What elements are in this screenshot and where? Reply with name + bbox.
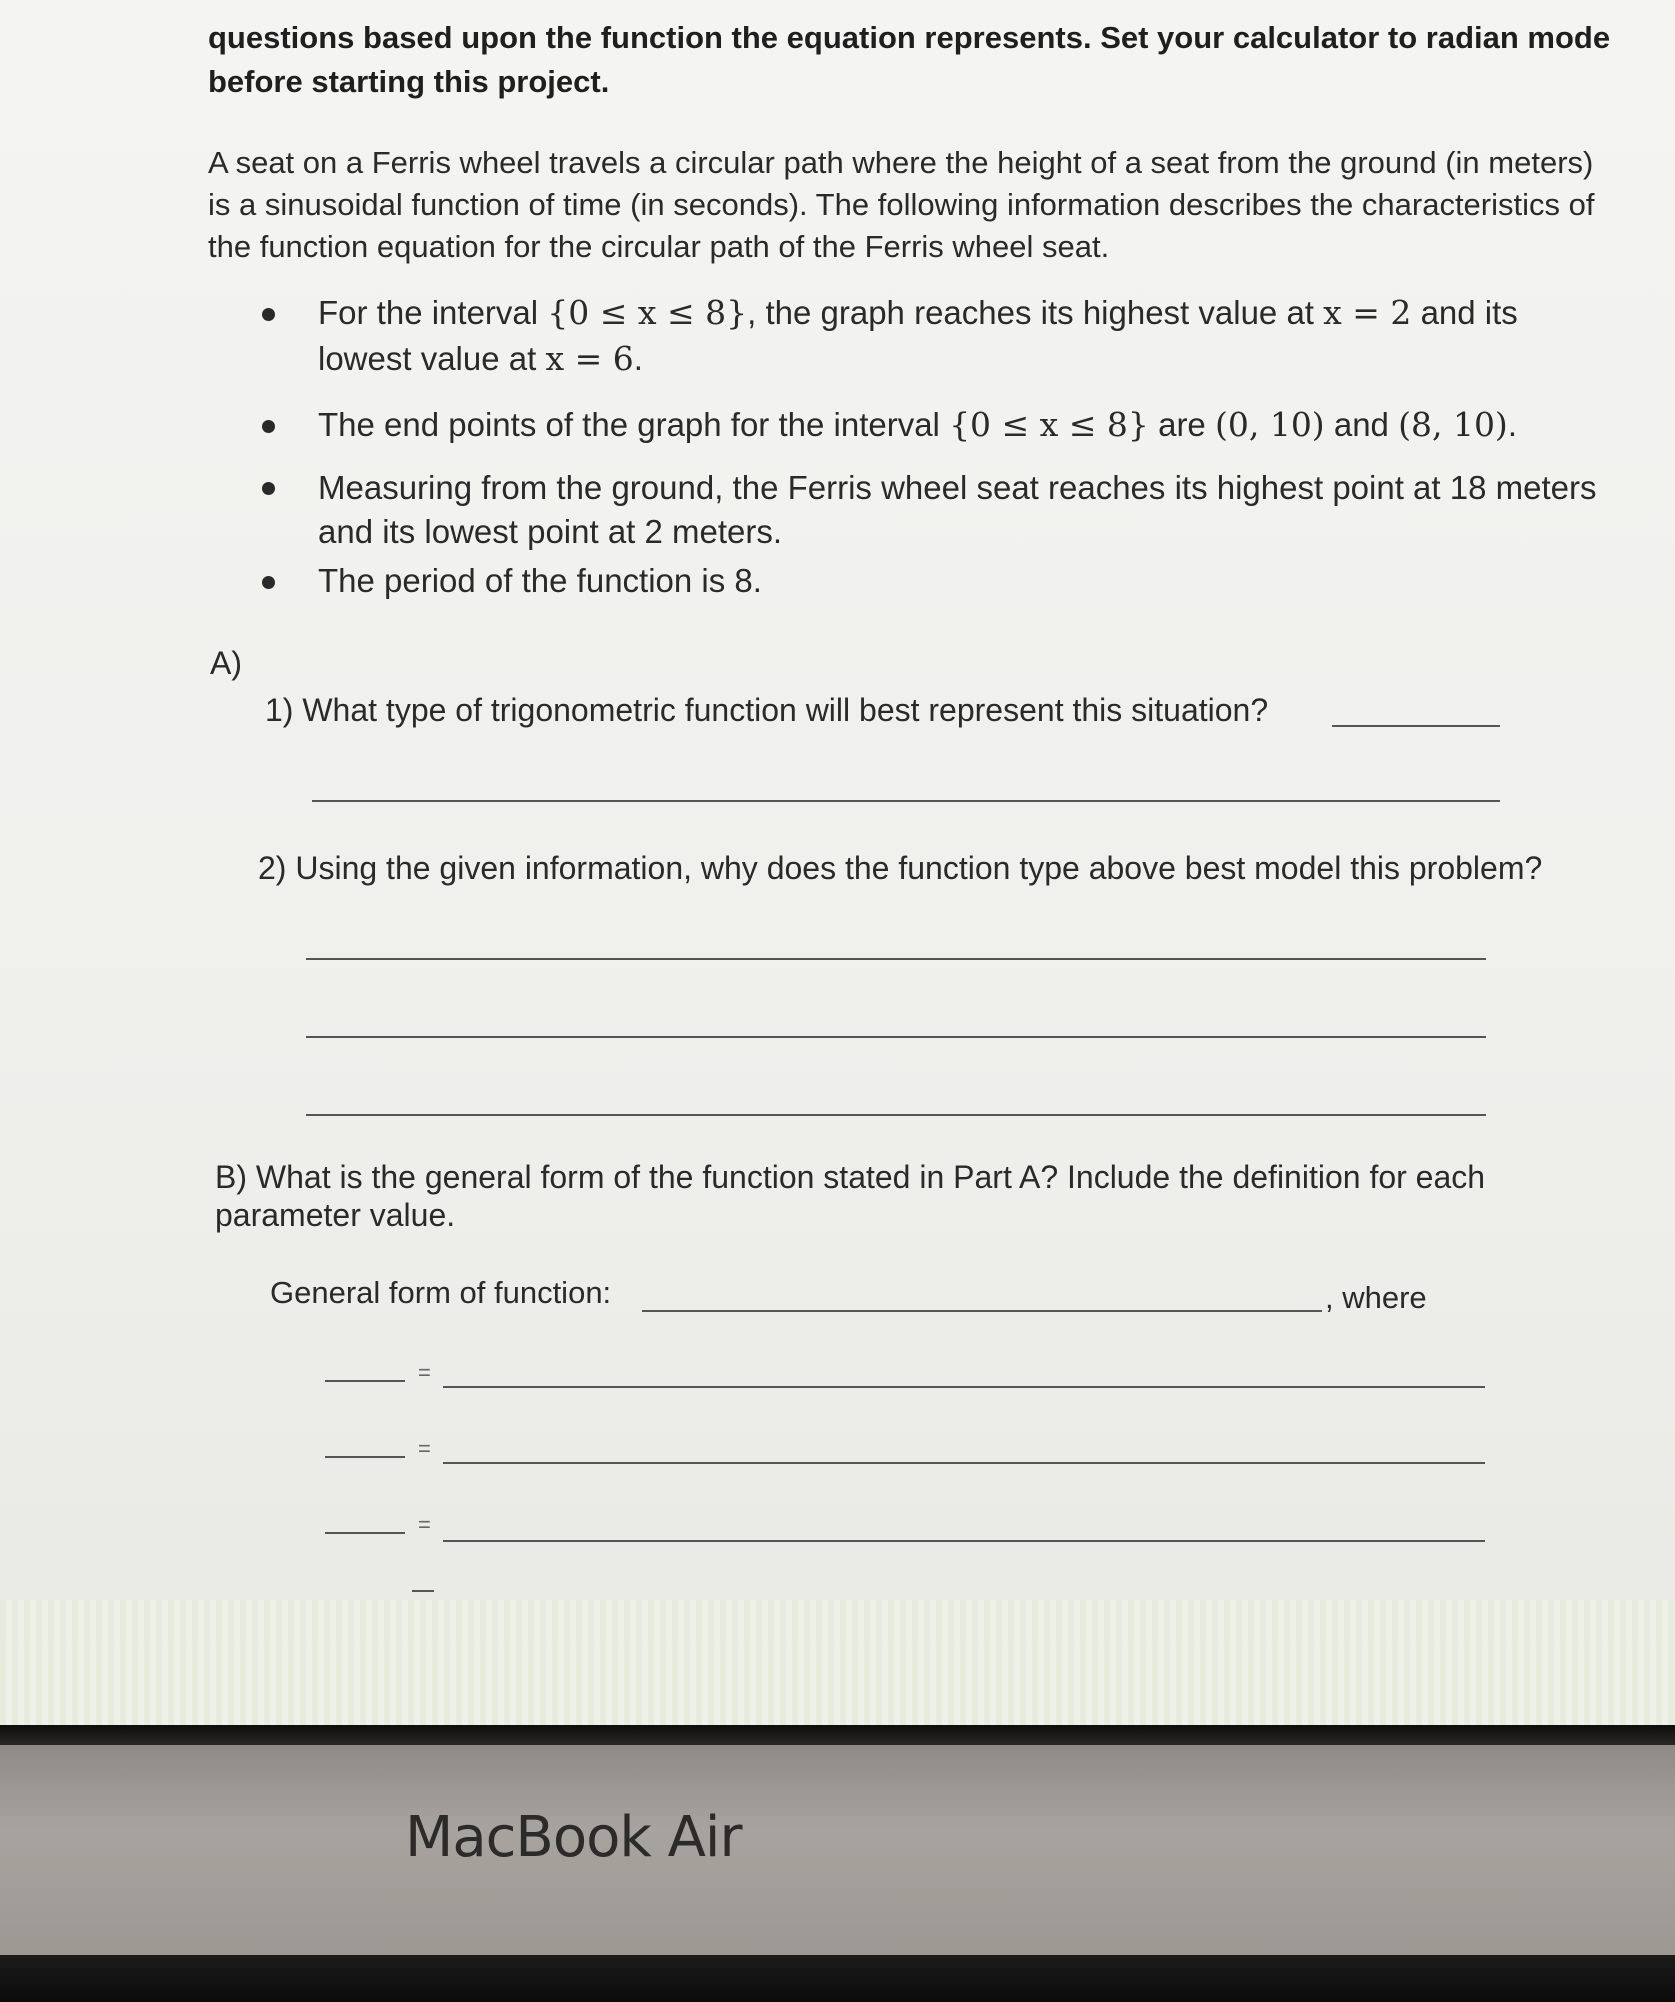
parameter-3-line[interactable]	[325, 1532, 405, 1534]
max-x-math: x = 2	[1323, 293, 1412, 332]
parameter-2-definition-line[interactable]	[443, 1462, 1485, 1464]
parameter-1-line[interactable]	[325, 1380, 405, 1382]
equals-sign: =	[418, 1436, 431, 1461]
question-1: 1) What type of trigonometric function will best represent this situation?	[265, 692, 1269, 728]
laptop-base	[0, 1955, 1675, 2002]
bullet-dot	[262, 420, 275, 433]
question-2: 2) Using the given information, why does the function type above best model this problem?	[258, 850, 1543, 886]
interval-math: {0 ≤ x ≤ 8}	[949, 405, 1149, 444]
answer-line-q2-a[interactable]	[306, 958, 1486, 960]
problem-paragraph: A seat on a Ferris wheel travels a circular path where the height of a seat from the ground (in meters) is a sinusoidal function of time (in seconds). The following information describes the characteristics of the function equation for the circular path of the Ferris wheel seat.	[208, 145, 1595, 264]
equals-sign: =	[418, 1360, 431, 1385]
end-point-math: (8, 10)	[1398, 405, 1508, 444]
interval-math: {0 ≤ x ≤ 8}	[547, 293, 748, 332]
answer-line-q1[interactable]	[1332, 725, 1500, 727]
parameter-1-definition-line[interactable]	[443, 1386, 1485, 1388]
parameter-3-definition-line[interactable]	[443, 1540, 1485, 1542]
equals-sign: =	[418, 1512, 431, 1537]
bezel-edge	[0, 1725, 1675, 1745]
bullet-dot	[262, 576, 275, 589]
start-point-math: (0, 10)	[1214, 405, 1325, 444]
instructions-text: questions based upon the function the equation represents. Set your calculator to radian mode before starting this project.	[208, 20, 1611, 99]
answer-line-q2-b[interactable]	[306, 1036, 1486, 1038]
bullet-period: The period of the function is 8.	[318, 562, 762, 599]
part-a-label: A)	[210, 645, 242, 681]
min-x-math: x = 6	[545, 339, 634, 378]
general-form-answer-line[interactable]	[642, 1310, 1322, 1312]
bullet-dot	[262, 308, 275, 321]
partial-line	[412, 1590, 434, 1592]
brand-label: MacBook Air	[405, 1805, 742, 1870]
bullet-dot	[262, 482, 275, 495]
parameter-2-line[interactable]	[325, 1456, 405, 1458]
screen-bottom-area	[0, 1600, 1675, 1725]
laptop-bezel	[0, 1745, 1675, 1955]
part-b-question: B) What is the general form of the function stated in Part A? Include the definition for each parameter value.	[215, 1159, 1486, 1233]
answer-line-q2-c[interactable]	[306, 1114, 1486, 1116]
bullet-interval-extrema: For the interval {0 ≤ x ≤ 8}, the graph reaches its highest value at x = 2 and its lowest value at x = 6.	[318, 293, 1518, 378]
general-form-label: General form of function:	[270, 1275, 612, 1310]
where-text: , where	[1325, 1280, 1427, 1315]
bullet-end-points: The end points of the graph for the interval {0 ≤ x ≤ 8} are (0, 10) and (8, 10).	[318, 405, 1517, 444]
answer-line-q1-b[interactable]	[312, 800, 1500, 802]
bullet-heights: Measuring from the ground, the Ferris wheel seat reaches its highest point at 18 meters and its lowest point at 2 meters.	[318, 469, 1597, 550]
